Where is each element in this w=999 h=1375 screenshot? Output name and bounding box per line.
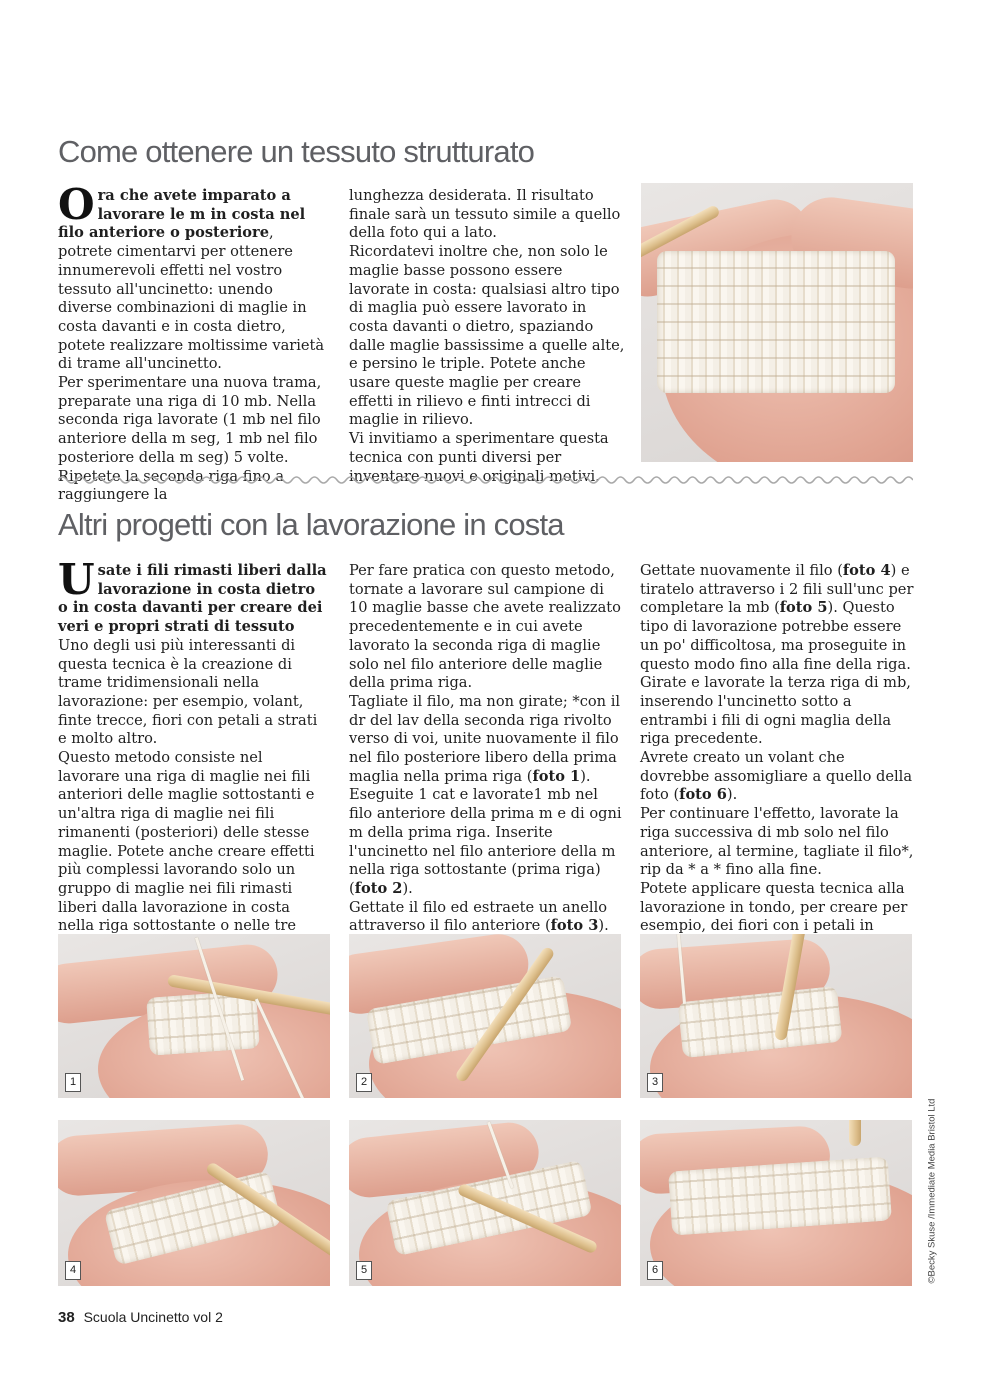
photo-reference: foto 1 [532, 767, 581, 785]
lead-text: ra che avete imparato a lavorare le m in costa nel filo anteriore o posteriore [58, 187, 306, 242]
photo-credit-text: ©Becky Skuse /Immediate Media Bristol Ltd [926, 1098, 938, 1284]
photo-number-badge: 2 [356, 1073, 372, 1092]
section2-lead-paragraph [58, 555, 328, 637]
wavy-divider [58, 473, 913, 487]
section1-col2-paragraph-3: Vi invitiamo a sperimentare questa tecnica con punti diversi per inventare nuovi e originali motivi. [349, 430, 609, 485]
drop-cap: U [58, 555, 95, 604]
section2-col2-paragraph-2 [349, 693, 623, 787]
page-number: 38 [58, 1309, 75, 1326]
photo-number-badge: 6 [647, 1261, 663, 1280]
section2-col3-paragraph-4: Potete applicare questa tecnica alla lavorazione in tondo, per creare per esempio, dei fiori con i petali in [640, 879, 908, 935]
photo-number-badge: 5 [356, 1261, 372, 1280]
paragraph-text: ). [580, 767, 591, 785]
photo-reference: foto 5 [779, 599, 828, 617]
page-footer [58, 1309, 223, 1326]
step-photo-6 [640, 1120, 912, 1286]
section2-col2-paragraph-3 [349, 786, 623, 898]
section2-column-2 [349, 562, 623, 936]
section2-col2-paragraph-1: Per fare pratica con questo metodo, tornate a lavorare sul campione di 10 maglie basse che avete realizzato precedentemente e in cui avete lavorato la seconda riga di maglie solo nel filo anteriore delle maglie della prima riga. [349, 562, 621, 692]
section2-column-3 [640, 562, 915, 973]
section2-column-1 [58, 555, 328, 955]
paragraph-text: Gettate il filo ed estraete un anello attraverso il filo anteriore ( [349, 898, 608, 935]
section1-col2-paragraph-2: Ricordatevi inoltre che, non solo le maglie basse possono essere lavorate in costa: qualsiasi altro tipo di maglia può essere lavorato in costa davanti o dietro, spaziando dalle maglie bassissime a quelle alte, e persino le triple. Potete anche usare queste maglie per creare effetti in rilievo e finti intrecci di maglie in rilievo. [349, 243, 625, 429]
photo-reference: foto 3 [550, 917, 599, 935]
section2-col3-paragraph-1 [640, 562, 915, 749]
photo-credit [925, 1082, 939, 1300]
section2-col3-paragraph-3: Per continuare l'effetto, lavorate la riga successiva di mb solo nel filo anteriore, al termine, tagliate il filo*, rip da * a * fino alla fine. [640, 805, 914, 879]
photo-number-badge: 1 [65, 1073, 81, 1092]
paragraph-text: ). Questo tipo di lavorazione potrebbe essere un po' difficoltosa, ma proseguite in questo modo fino alla fine della riga. Girate e lavorate la terza riga di mb, inserendo l'uncinetto sotto a entrambi i fili di ogni maglia della riga precedente. [640, 599, 911, 748]
section2-col2-paragraph-4 [349, 899, 623, 936]
photo-reference: foto 2 [354, 879, 403, 897]
step-photo-5 [349, 1120, 621, 1286]
photo-reference: foto 4 [842, 562, 891, 579]
paragraph-text: ) e tiratelo attraverso i 2 fili sull'unc per completare la mb ( [640, 562, 914, 617]
paragraph-text: Avrete creato un volant che dovrebbe assomigliare a quello della foto ( [640, 749, 913, 804]
section2-col1-paragraph-2: Questo metodo consiste nel lavorare una riga di maglie nei fili anteriori delle maglie sottostanti e un'altra riga di maglie nei fili rimanenti (posteriori) delle stesse maglie. Potete anche creare effetti più complessi lavorando solo un gruppo di maglie nei fili rimasti liberi dalla lavorazione in costa nella riga sottostante o nelle tre [58, 749, 315, 935]
photo-number-badge: 3 [647, 1073, 663, 1092]
step-photo-2 [349, 934, 621, 1098]
section1-paragraph-1 [58, 180, 328, 374]
paragraph-text: ). [598, 917, 609, 935]
drop-cap: O [58, 180, 95, 229]
step-photo-4 [58, 1120, 330, 1286]
section1-column-1 [58, 180, 328, 505]
paragraph-text: ). [726, 786, 738, 804]
section-title-textured-fabric: Come ottenere un tessuto strutturato [58, 134, 535, 169]
photo-number-badge: 4 [65, 1261, 81, 1280]
paragraph-text: , potrete cimentarvi per ottenere innumerevoli effetti nel vostro tessuto all'uncinetto: unendo diverse combinazioni di maglie in costa davanti e in costa dietro, potete realizzare moltissime varietà di trame all'uncinetto. [58, 224, 325, 373]
section2-col1-paragraph-1: Uno degli usi più interessanti di questa tecnica è la creazione di trame tridimensionali nella lavorazione: per esempio, volant, finte trecce, fiori con petali a strati e molto altro. [58, 636, 318, 748]
section2-col3-paragraph-2 [640, 749, 915, 805]
magazine-name: Scuola Uncinetto vol 2 [83, 1309, 223, 1325]
paragraph-text: Tagliate il filo, ma non girate; *con il dr del lav della seconda riga rivolto verso di voi, unite nuovamente il filo nel filo posteriore libero della prima maglia nella prima riga ( [349, 692, 621, 785]
step-photo-3 [640, 934, 912, 1098]
step-photo-1 [58, 934, 330, 1098]
section1-column-2 [349, 187, 625, 486]
photo-reference: foto 6 [679, 786, 727, 804]
paragraph-text: Gettate nuovamente il filo ( [640, 562, 843, 579]
paragraph-text: Eseguite 1 cat e lavorate1 mb nel filo anteriore della prima m e di ogni m della prima riga. Inserite l'uncinetto nel filo anteriore della m nella riga sottostante (prima riga) ( [349, 786, 622, 897]
lead-text: sate i fili rimasti liberi dalla lavorazione in costa dietro o in costa davanti per creare dei veri e propri strati di tessuto [58, 562, 327, 636]
swatch-photo [641, 183, 913, 462]
section1-paragraph-2: Per sperimentare una nuova trama, preparate una riga di 10 mb. Nella seconda riga lavorate (1 mb nel filo anteriore della m seg, 1 mb nel filo posteriore della m seg) 5 volte. Ripetete la seconda riga fino a raggiungere la [58, 374, 322, 504]
section1-col2-paragraph-1: lunghezza desiderata. Il risultato finale sarà un tessuto simile a quello della foto qui a lato. [349, 187, 621, 242]
section-title-other-projects: Altri progetti con la lavorazione in costa [58, 507, 564, 542]
paragraph-text: ). [402, 879, 413, 897]
